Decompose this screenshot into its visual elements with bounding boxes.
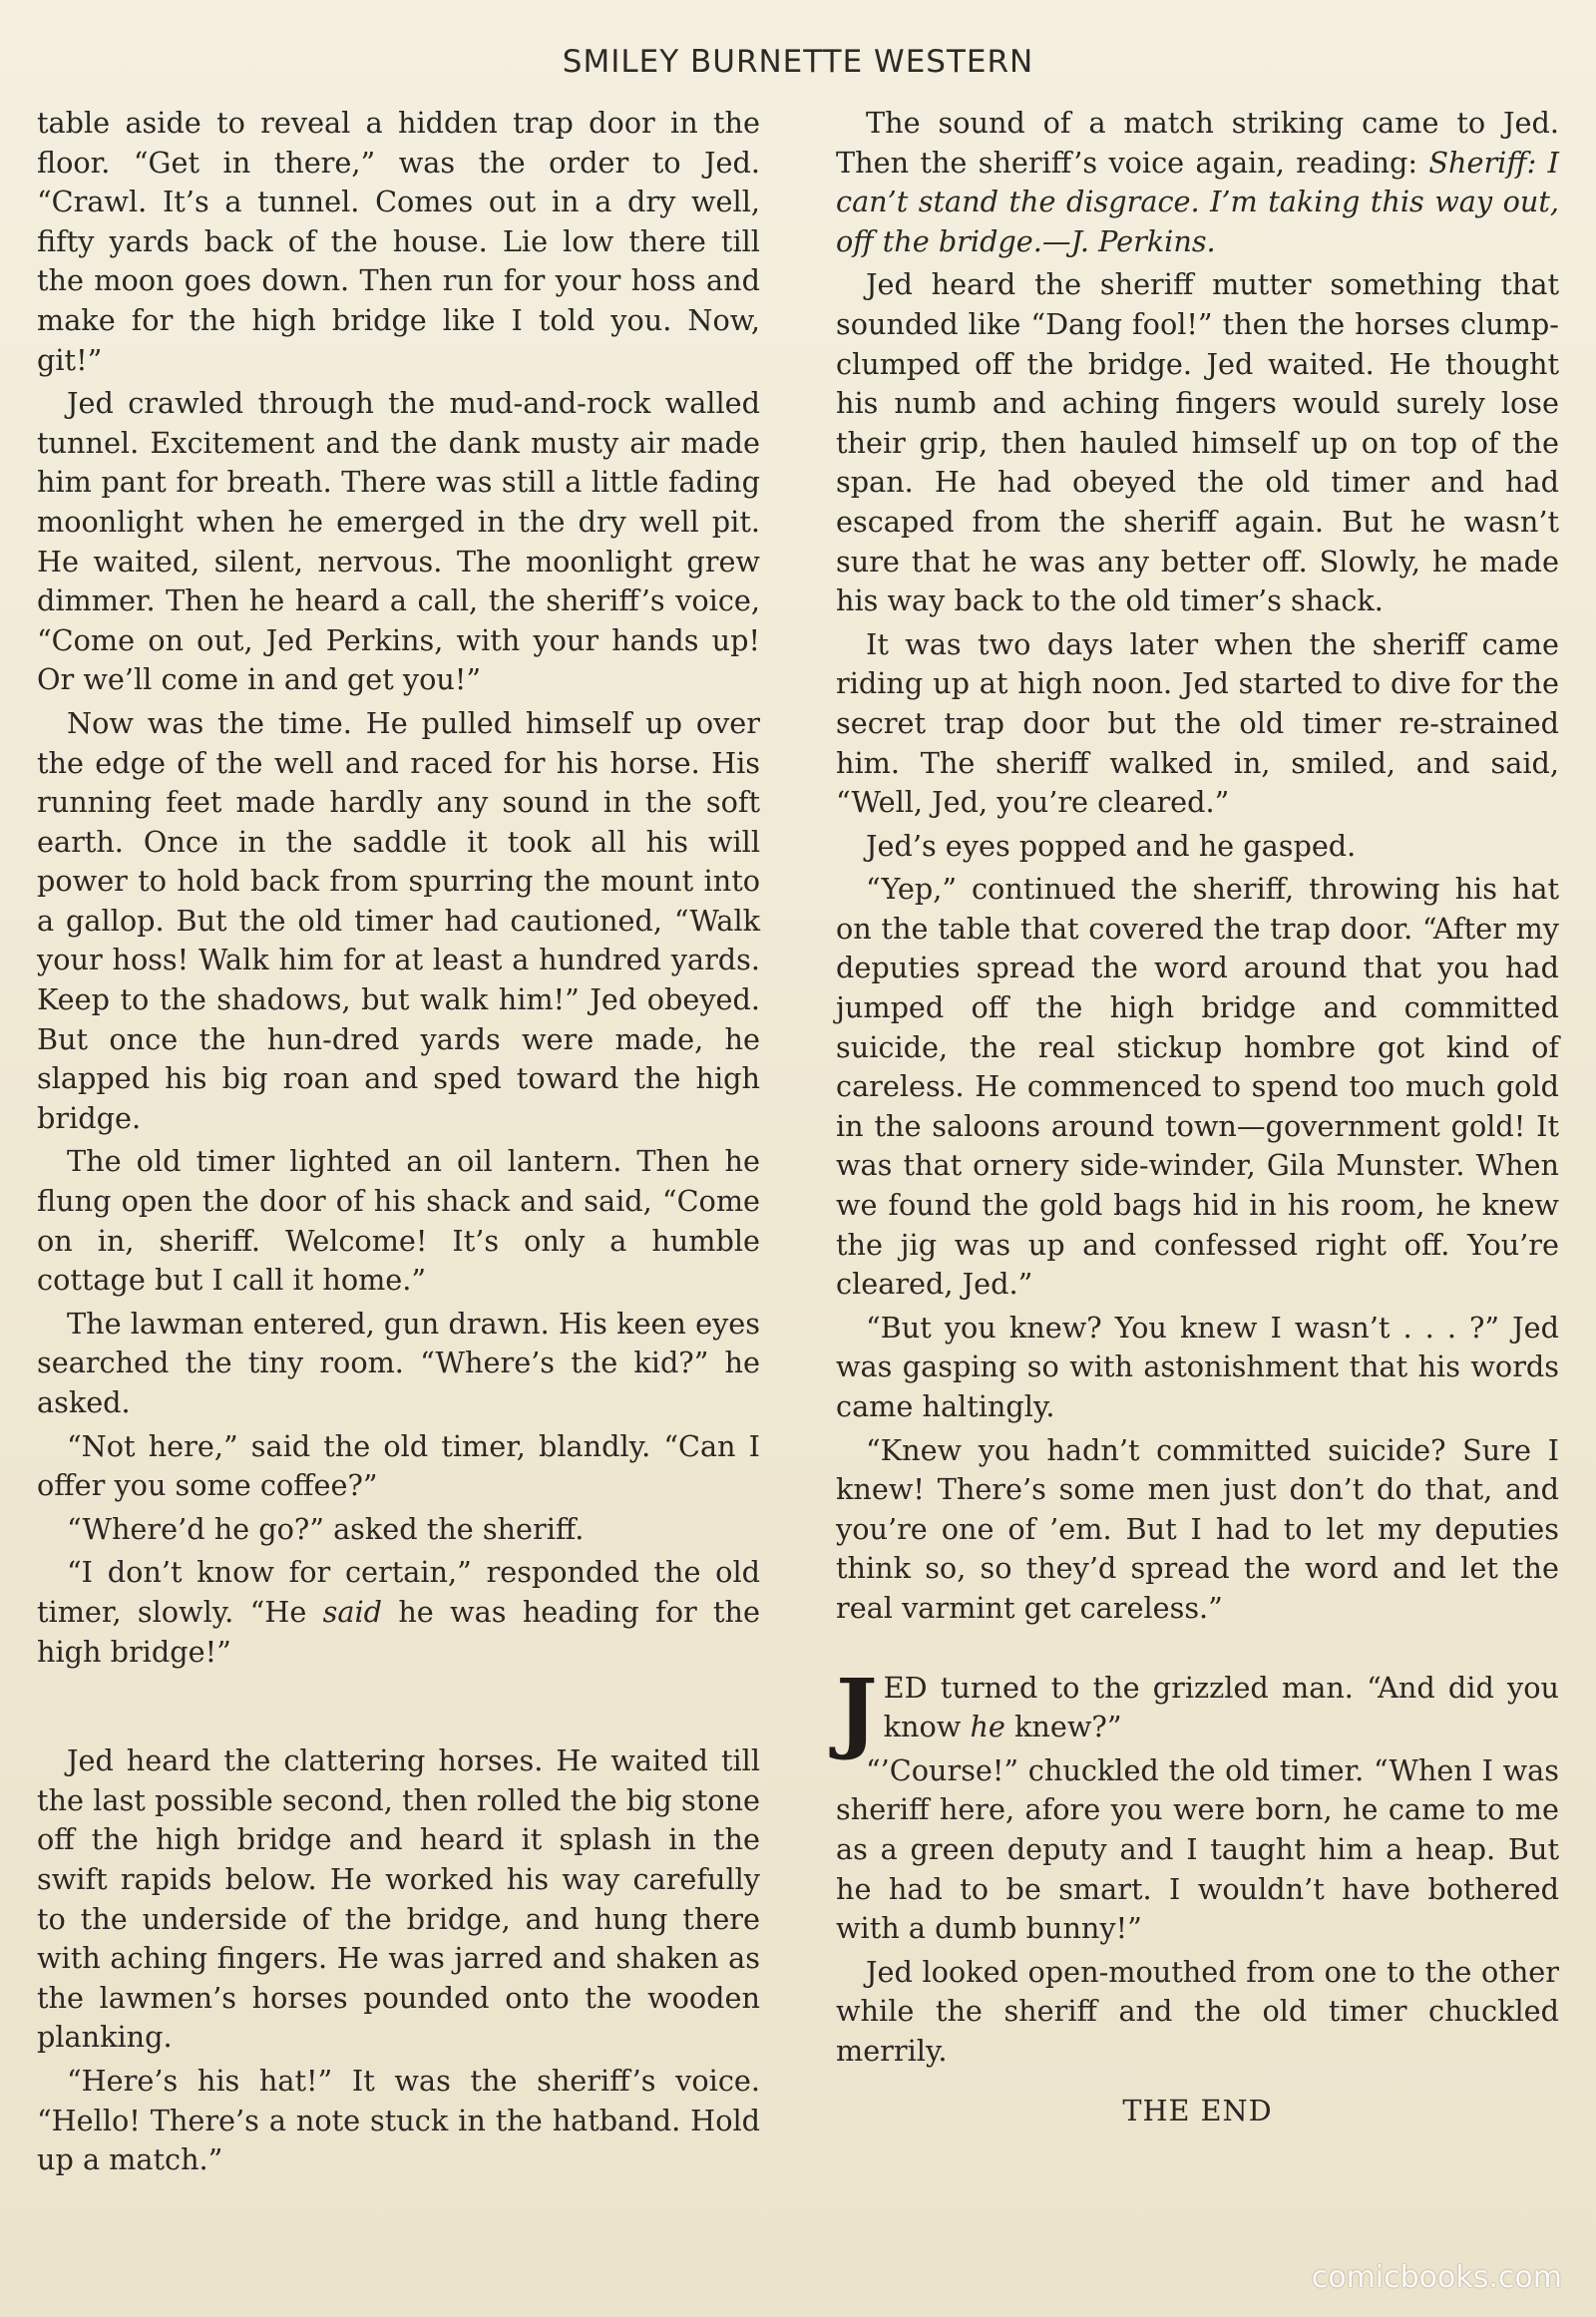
paragraph: “Yep,” continued the sheriff, throwing his hat on the table that covered the trap door. “After my deputies spread the word around that you had jumped off the high bridge and committed suicide, the real stickup hombre got kind of careless. He commenced to spend too much gold in the saloons around town—government gold! It was that ornery side-winder, Gila Munster. When we found the gold bags hid in his room, he knew the jig was up and confessed right off. You’re cleared, Jed.” (836, 872, 1559, 1302)
paragraph (37, 1553, 760, 1672)
text-run: The sound of a match striking came to Jed. Then the sheriff’s voice again, reading: (836, 106, 1559, 180)
paragraph: “’Course!” chuckled the old timer. “When I was sheriff here, afore you were born, he came to me as a green deputy and I taught him a heap. But he had to be smart. I wouldn’t have bothered with a dumb bunny!” (836, 1752, 1559, 1946)
watermark: comicbooks.com (1311, 2260, 1562, 2295)
paragraph: Jed heard the sheriff mutter something that sounded like “Dang fool!” then the horses clump-clumped off the bridge. Jed waited. He thought his numb and aching fingers would surely lose their grip, then hauled himself up on top of the span. He had obeyed the old timer and had escaped from the sheriff again. But he wasn’t sure that he was any better off. Slowly, he made his way back to the old timer’s shack. (836, 267, 1559, 618)
text-run: knew?” (1004, 1710, 1122, 1744)
paragraph: The lawman entered, gun drawn. His keen eyes searched the tiny room. “Where’s the kid?” he asked. (37, 1306, 760, 1419)
paragraph: table aside to reveal a hidden trap door in the floor. “Get in there,” was the order to Jed. “Crawl. It’s a tunnel. Comes out in a dry well, fifty yards back of the house. Lie low there till the moon goes down. Then run for your hoss and make for the high bridge like I told you. Now, git!” (37, 106, 760, 377)
emphasis-text: Sheriff: I can’t stand the disgrace. I’m taking this way out, off the bridge.—J. Perkins. (836, 145, 1559, 258)
paragraph: “Not here,” said the old timer, blandly. “Can I offer you some coffee?” (37, 1428, 760, 1503)
paragraph: Jed heard the clattering horses. He waited till the last possible second, then rolled the big stone off the high bridge and heard it splash in the swift rapids below. He worked his way carefully to the underside of the bridge, and hung there with aching fingers. He was jarred and shaken as the lawmen’s horses pounded onto the wooden planking. (37, 1743, 760, 2055)
paragraph: Jed looked open-mouthed from one to the other while the sheriff and the old timer chuckled merrily. (836, 1954, 1559, 2068)
paragraph: “Where’d he go?” asked the sheriff. (67, 1511, 585, 1546)
text-run: ED turned to the grizzled man. “And did you know (883, 1670, 1559, 1744)
paragraph: It was two days later when the sheriff came riding up at high noon. Jed started to dive for the secret trap door but the old timer re-strained him. The sheriff walked in, smiled, and said, “Well, Jed, you’re cleared.” (836, 626, 1559, 820)
paragraph: “Knew you hadn’t committed suicide? Sure I knew! There’s some men just don’t do that, and you’re one of ’em. But I had to let my deputies think so, so they’d spread the word and let the real varmint get careless.” (836, 1432, 1559, 1625)
drop-cap: J (836, 1658, 878, 1762)
running-header: SMILEY BURNETTE WESTERN (562, 44, 1034, 80)
paragraph (836, 104, 1559, 261)
text-run: “I don’t know for certain,” responded the old timer, slowly. “He (37, 1555, 760, 1629)
paragraph: “But you knew? You knew I wasn’t . . . ?” Jed was gasping so with astonishment that his words came haltingly. (836, 1310, 1559, 1423)
paragraph: The old timer lighted an oil lantern. Then he flung open the door of his shack and said, “Come on in, sheriff. Welcome! It’s only a humble cottage but I call it home.” (37, 1144, 760, 1298)
the-end-label: THE END (1122, 2093, 1273, 2127)
paragraph: Jed crawled through the mud-and-rock walled tunnel. Excitement and the dank musty air made him pant for breath. There was still a little fading moonlight when he emerged in the dry well pit. He waited, silent, nervous. The moonlight grew dimmer. Then he heard a call, the sheriff’s voice, “Come on out, Jed Perkins, with your hands up! Or we’ll come in and get you!” (37, 386, 760, 697)
left-column (37, 104, 760, 2184)
paragraph: Now was the time. He pulled himself up over the edge of the well and raced for his horse. His running feet made hardly any sound in the soft earth. Once in the saddle it took all his will power to hold back from spurring the mount into a gallop. But the old timer had cautioned, “Walk your hoss! Walk him for at least a hundred yards. Keep to the shadows, but walk him!” Jed obeyed. But once the hun-dred yards were made, he slapped his big roan and sped toward the high bridge. (37, 705, 760, 1135)
emphasis-text: he (970, 1710, 1005, 1744)
paragraph (836, 1658, 1559, 1762)
paragraph: “Here’s his hat!” It was the sheriff’s voice. “Hello! There’s a note stuck in the hatband. Hold up a match.” (37, 2063, 760, 2177)
emphasis-text: said (322, 1594, 382, 1629)
text-run: he was heading for the high bridge!” (37, 1594, 760, 1669)
paragraph: Jed’s eyes popped and he gasped. (866, 828, 1357, 863)
right-column (836, 104, 1559, 2134)
